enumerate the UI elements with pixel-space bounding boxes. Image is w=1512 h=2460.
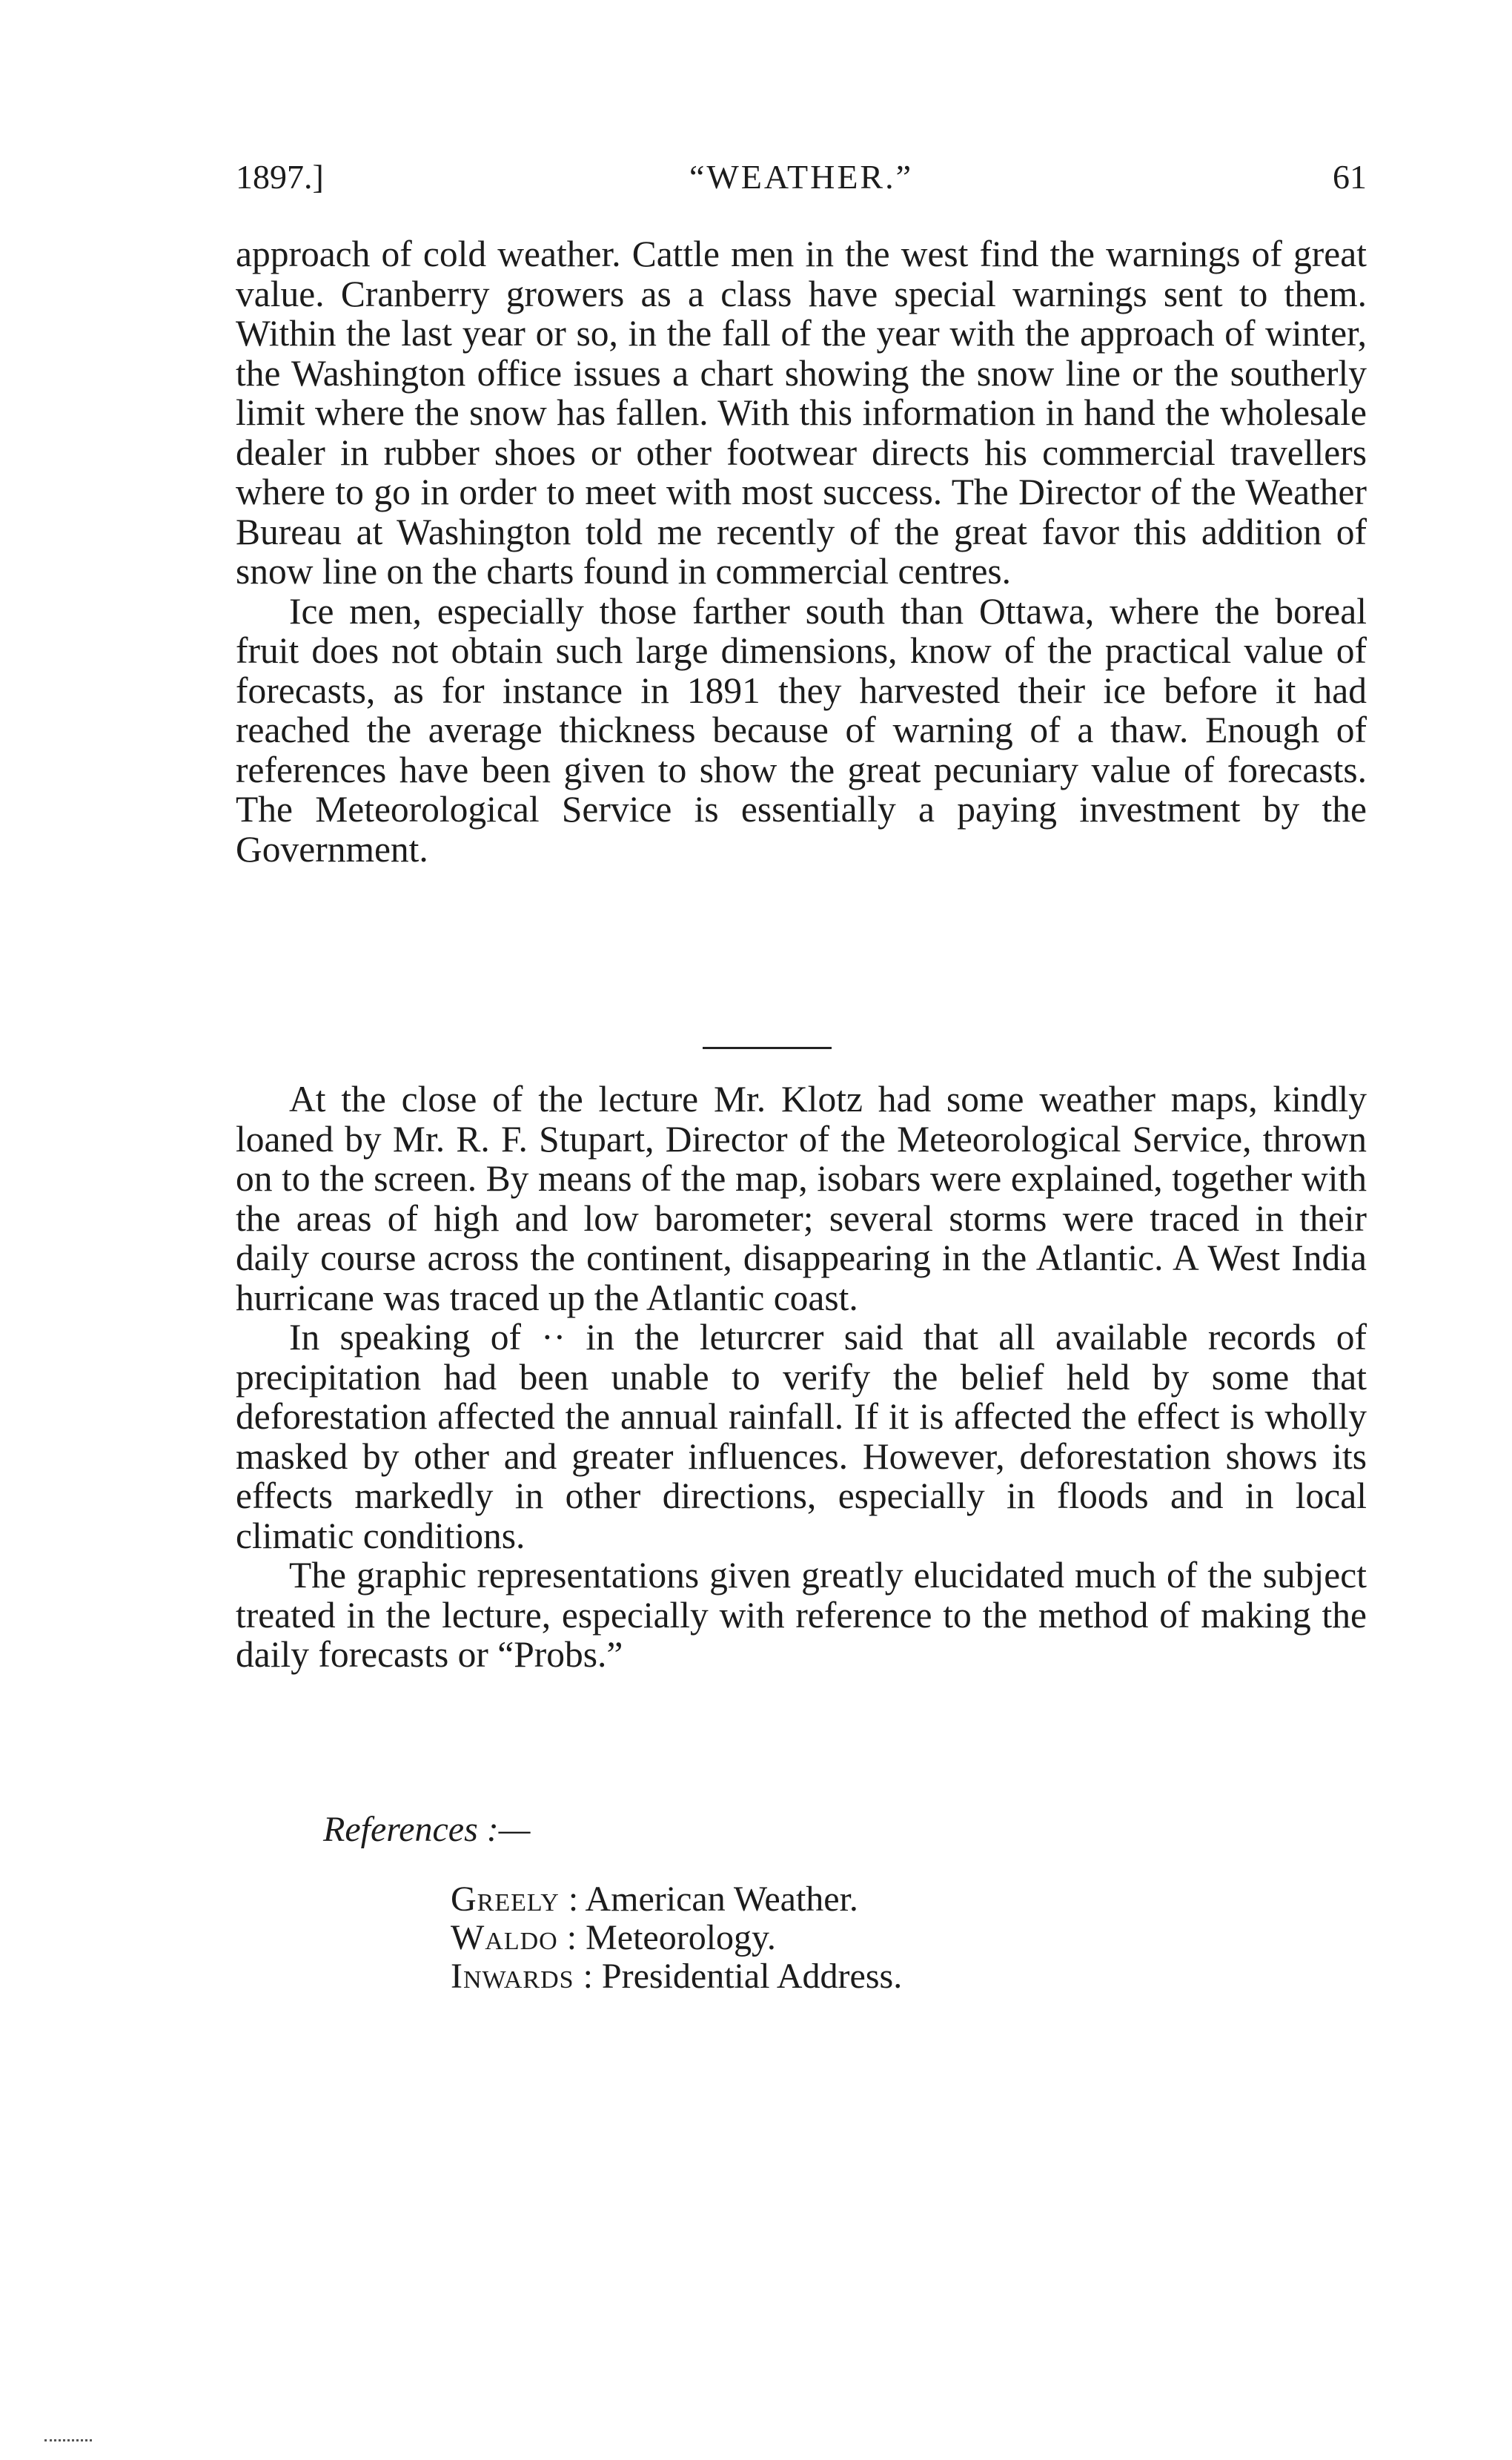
reference-item: Waldo : Meteorology. [451, 1918, 776, 1957]
reference-item: Greely : American Weather. [451, 1879, 858, 1919]
references-heading: References :— [323, 1810, 531, 1849]
paragraph-ice-men: Ice men, especially those farther south than Ottawa, where the boreal fruit does not obtain such large dimensions, know of the practical value of forecasts, as for instance in 1891 they harvested their ice before it had reached the average thickness because of warning of a thaw. Enough of references have been given to show the great pecuniary value of forecasts. The Meteorological Service is essentially a paying investment by the Government. [236, 590, 1367, 870]
reference-author: Inwards [451, 1957, 574, 1996]
body-text-part1 [236, 234, 1367, 869]
paragraph-graphic: The graphic representations given greatly elucidated much of the subject treated in the lecture, especially with reference to the method of making the daily forecasts or “Probs.” [236, 1555, 1367, 1675]
header-year: 1897.] [236, 158, 324, 196]
references-list [451, 1880, 902, 1996]
paragraph-lecture-close: At the close of the lecture Mr. Klotz had some weather maps, kindly loaned by Mr. R. F. Stupart, Director of the Meteorological Service, thrown on to the screen. By means of the map, isobars were explained, together with the areas of high and low barometer; several storms were traced in their daily course across the continent, disappearing in the Atlantic. A West India hurricane was traced up the Atlantic coast. [236, 1079, 1367, 1318]
reference-author: Waldo [451, 1918, 558, 1957]
header-title: “WEATHER.” [689, 158, 914, 196]
reference-item: Inwards : Presidential Address. [451, 1957, 903, 1996]
reference-work: Presidential Address. [601, 1957, 903, 1996]
paragraph-deforestation: In speaking of ·· in the leturcrer said that all available records of precipitation had been unable to verify the belief held by some that deforestation affected the annual rainfall. If it is affected the effect is wholly masked by other and greater influences. However, deforestation shows its effects markedly in other directions, especially in floods and in local climatic conditions. [236, 1317, 1367, 1556]
reference-work: American Weather. [585, 1879, 858, 1919]
page-number: 61 [1333, 158, 1367, 196]
paragraph-continued: approach of cold weather. Cattle men in the west find the warnings of great value. Cranberry growers as a class have special warnings sent to them. Within the last year or so, in the fall of the year with the approach of winter, the Washington office issues a chart showing the snow line or the southerly limit where the snow has fallen. With this information in hand the wholesale dealer in rubber shoes or other footwear directs his commercial travellers where to go in order to meet with most success. The Director of the Weather Bureau at Washington told me recently of the great favor this addition of snow line on the charts found in commercial centres. [236, 234, 1367, 592]
reference-work: Meteorology. [586, 1918, 776, 1957]
reference-author: Greely [451, 1879, 560, 1919]
section-divider [703, 1047, 832, 1049]
page-edge-mark [44, 2439, 92, 2441]
body-text-part2 [236, 1079, 1367, 1675]
running-header [236, 157, 1367, 202]
